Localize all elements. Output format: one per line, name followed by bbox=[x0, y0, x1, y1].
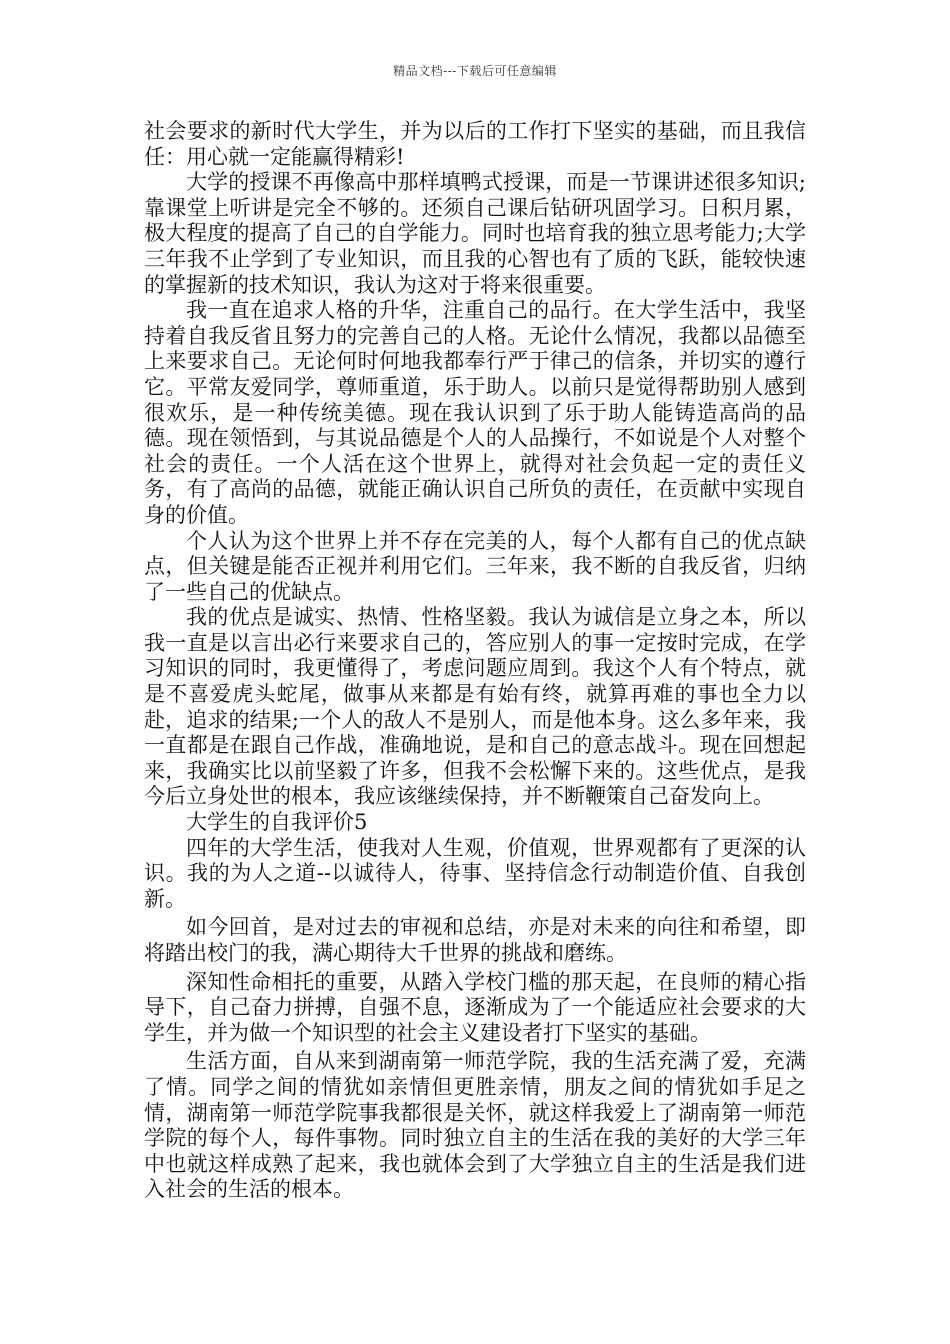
paragraph: 生活方面，自从来到湖南第一师范学院，我的生活充满了爱，充满了情。同学之间的情犹如亲情但更胜亲情，朋友之间的情犹如手足之情，湖南第一师范学院事我都很是关怀，就这样我爱上了湖南第一师范学院的每个人，每件事物。同时独立自主的生活在我的美好的大学三年中也就这样成熟了起来，我也就体会到了大学独立自主的生活是我们进入社会的生活的根本。 bbox=[144, 1049, 806, 1202]
paragraph: 社会要求的新时代大学生，并为以后的工作打下坚实的基础，而且我信任：用心就一定能赢得精彩! bbox=[144, 119, 806, 169]
paragraph: 四年的大学生活，使我对人生观，价值观，世界观都有了更深的认识。我的为人之道--以诚待人，待事、坚持信念行动制造价值、自我创新。 bbox=[144, 835, 806, 911]
paragraph: 大学的授课不再像高中那样填鸭式授课，而是一节课讲述很多知识;靠课堂上听讲是完全不够的。还须自己课后钻研巩固学习。日积月累，极大程度的提高了自己的自学能力。同时也培育我的独立思考能力;大学三年我不止学到了专业知识，而且我的心智也有了质的飞跃，能较快速的掌握新的技术知识，我认为这对于将来很重要。 bbox=[144, 170, 806, 297]
paragraph: 如今回首，是对过去的审视和总结，亦是对未来的向往和希望，即将踏出校门的我，满心期待大千世界的挑战和磨练。 bbox=[144, 915, 806, 965]
section-heading: 大学生的自我评价5 bbox=[186, 810, 368, 835]
page-header: 精品文档---下载后可任意编辑 bbox=[393, 64, 557, 78]
document-body bbox=[144, 119, 806, 1203]
paragraph: 我一直在追求人格的升华，注重自己的品行。在大学生活中，我坚持着自我反省且努力的完善自己的人格。无论什么情况，我都以品德至上来要求自己。无论何时何地我都奉行严于律己的信条，并切实的遵行它。平常友爱同学，尊师重道，乐于助人。以前只是觉得帮助别人感到很欢乐，是一种传统美德。现在我认识到了乐于助人能铸造高尚的品德。现在领悟到，与其说品德是个人的人品操行，不如说是个人对整个社会的责任。一个人活在这个世界上，就得对社会负起一定的责任义务，有了高尚的品德，就能正确认识自己所负的责任，在贡献中实现自身的价值。 bbox=[144, 298, 806, 527]
paragraph: 我的优点是诚实、热情、性格坚毅。我认为诚信是立身之本，所以我一直是以言出必行来要求自己的，答应别人的事一定按时完成，在学习知识的同时，我更懂得了，考虑问题应周到。我这个人有个特点，就是不喜爱虎头蛇尾，做事从来都是有始有终，就算再难的事也全力以赴，追求的结果;一个人的敌人不是别人，而是他本身。这么多年来，我一直都是在跟自己作战，准确地说，是和自己的意志战斗。现在回想起来，我确实比以前坚毅了许多，但我不会松懈下来的。这些优点，是我今后立身处世的根本，我应该继续保持，并不断鞭策自己奋发向上。 bbox=[144, 605, 806, 809]
paragraph: 深知性命相托的重要，从踏入学校门槛的那天起，在良师的精心指导下，自己奋力拼搏，自强不息，逐渐成为了一个能适应社会要求的大学生，并为做一个知识型的社会主义建设者打下坚实的基础。 bbox=[144, 969, 806, 1045]
paragraph: 个人认为这个世界上并不存在完美的人，每个人都有自己的优点缺点，但关键是能否正视并利用它们。三年来，我不断的自我反省，归纳了一些自己的优缺点。 bbox=[144, 528, 806, 604]
